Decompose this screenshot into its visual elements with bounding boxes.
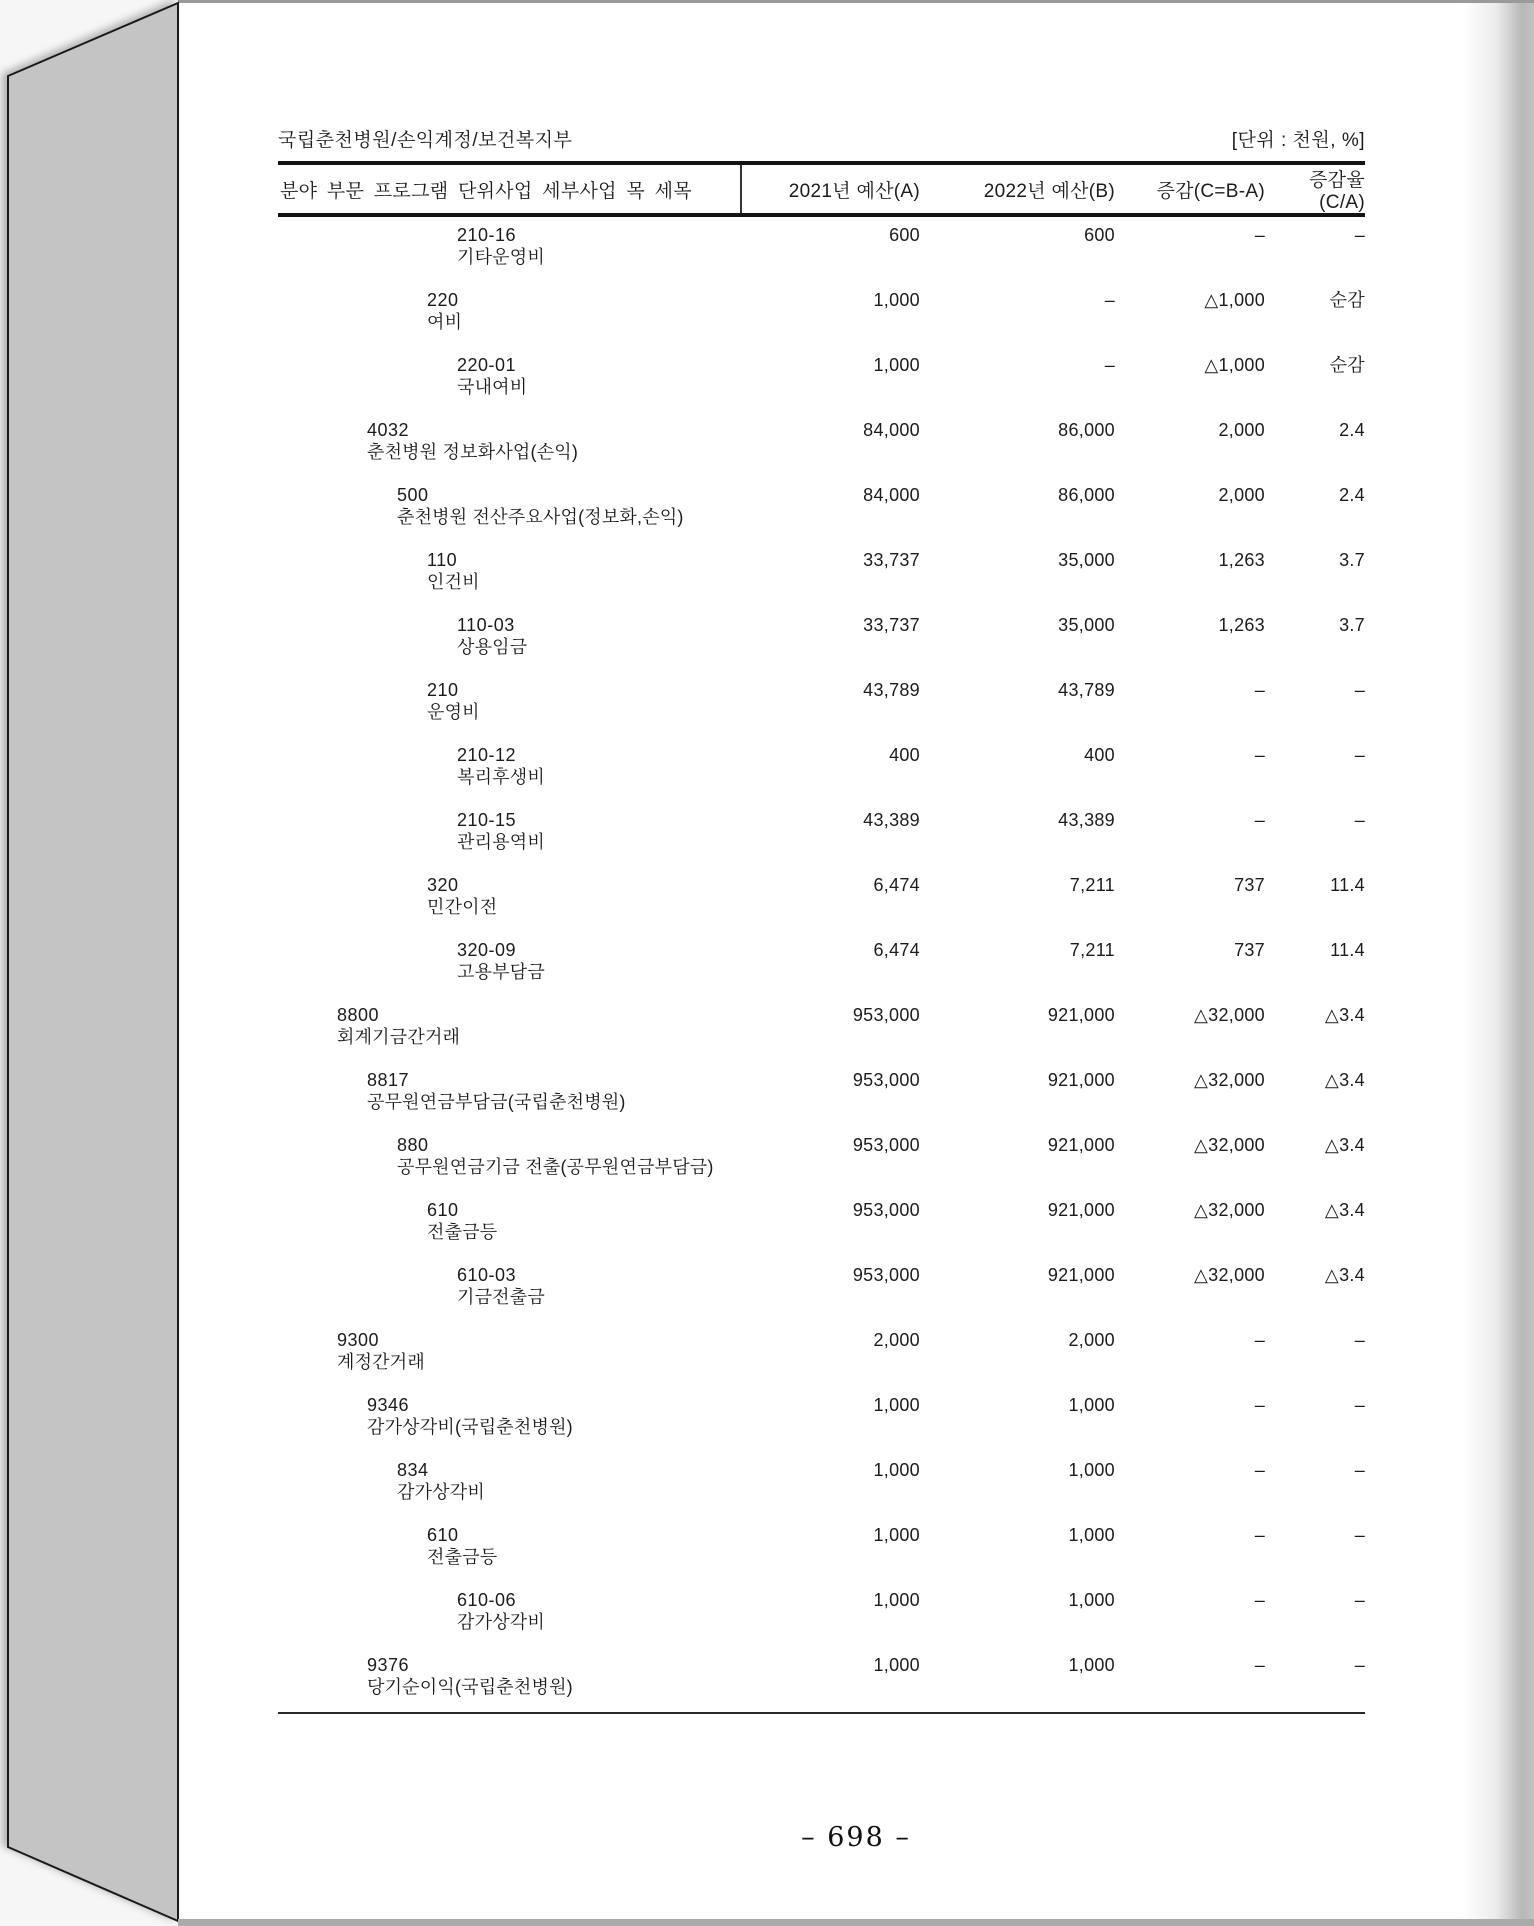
column-header-budget-2021: 2021년 예산(A): [788, 181, 920, 202]
item-name: 감가상각비: [457, 1612, 545, 1632]
change-rate-value: △3.4: [1324, 1200, 1365, 1220]
item-cell: [278, 939, 740, 1004]
table-row: [278, 484, 1365, 549]
item-code: 610-06: [457, 1590, 517, 1610]
item-code: 9300: [337, 1330, 380, 1350]
budget-2022-value: 35,000: [1058, 550, 1115, 570]
budget-2021-value: 2,000: [873, 1330, 920, 1350]
column-header-change-rate: 증감율(C/A): [1309, 170, 1365, 213]
budget-2022-value: 600: [1084, 225, 1115, 245]
item-cell: [278, 1264, 740, 1329]
table-row: [278, 224, 1365, 289]
table-row: [278, 1329, 1365, 1394]
item-name: 기타운영비: [457, 247, 545, 267]
change-rate-value: 2.4: [1339, 420, 1365, 440]
budget-2021-value: 1,000: [873, 355, 920, 375]
change-rate-value: –: [1354, 745, 1365, 765]
item-name: 전출금등: [427, 1547, 498, 1567]
item-name: 고용부담금: [457, 962, 545, 982]
table-row: [278, 1589, 1365, 1654]
change-value: –: [1254, 225, 1265, 245]
table-row: [278, 1069, 1365, 1134]
budget-2021-value: 1,000: [873, 290, 920, 310]
change-value: –: [1254, 1525, 1265, 1545]
item-cell: [278, 744, 740, 809]
budget-2021-value: 953,000: [852, 1005, 920, 1025]
item-name: 감가상각비(국립춘천병원): [367, 1417, 573, 1437]
item-cell: [278, 1589, 740, 1654]
change-rate-value: –: [1354, 1655, 1365, 1675]
item-cell: [278, 549, 740, 614]
budget-2022-value: 86,000: [1058, 420, 1115, 440]
table-caption-row: [278, 128, 1365, 154]
table-bottom-rule: [278, 1712, 1365, 1714]
item-cell: [278, 1134, 740, 1199]
budget-2021-value: 1,000: [873, 1460, 920, 1480]
budget-2021-value: 1,000: [873, 1590, 920, 1610]
table-row: [278, 1459, 1365, 1524]
change-rate-value: –: [1354, 680, 1365, 700]
change-value: △32,000: [1194, 1265, 1265, 1285]
budget-2022-value: 86,000: [1058, 485, 1115, 505]
change-value: △32,000: [1194, 1070, 1265, 1090]
budget-2021-value: 953,000: [852, 1265, 920, 1285]
item-code: 210-12: [457, 745, 517, 765]
item-name: 기금전출금: [457, 1287, 545, 1307]
change-rate-value: 11.4: [1330, 875, 1365, 895]
item-code: 834: [397, 1460, 429, 1480]
budget-2021-value: 84,000: [863, 485, 920, 505]
budget-2021-value: 6,474: [873, 875, 920, 895]
item-cell: [278, 1329, 740, 1394]
change-rate-value: –: [1354, 1395, 1365, 1415]
table-row: [278, 809, 1365, 874]
item-code: 220: [427, 290, 459, 310]
change-rate-value: –: [1354, 1590, 1365, 1610]
item-code: 220-01: [457, 355, 517, 375]
column-header-change: 증감(C=B-A): [1156, 181, 1265, 202]
item-name: 관리용역비: [457, 832, 545, 852]
change-rate-value: 3.7: [1339, 550, 1365, 570]
item-name: 감가상각비: [397, 1482, 485, 1502]
table-row: [278, 1134, 1365, 1199]
item-name: 운영비: [427, 702, 480, 722]
item-code: 8817: [367, 1070, 410, 1090]
change-value: 2,000: [1218, 420, 1265, 440]
change-value: –: [1254, 1655, 1265, 1675]
change-rate-value: △3.4: [1324, 1265, 1365, 1285]
item-code: 880: [397, 1135, 429, 1155]
change-rate-value: 2.4: [1339, 485, 1365, 505]
item-cell: [278, 354, 740, 419]
budget-2022-value: 35,000: [1058, 615, 1115, 635]
change-rate-value: 3.7: [1339, 615, 1365, 635]
budget-2022-value: 921,000: [1047, 1070, 1115, 1090]
item-cell: [278, 1524, 740, 1589]
budget-2021-value: 600: [889, 225, 920, 245]
change-rate-value: –: [1354, 225, 1365, 245]
table-row: [278, 1654, 1365, 1719]
table-row: [278, 549, 1365, 614]
budget-2022-value: 7,211: [1069, 875, 1115, 895]
item-code: 210-15: [457, 810, 517, 830]
item-cell: [278, 1004, 740, 1069]
change-value: –: [1254, 1395, 1265, 1415]
header-column-divider: [740, 165, 742, 213]
change-value: –: [1254, 810, 1265, 830]
item-code: 500: [397, 485, 429, 505]
item-cell: [278, 1459, 740, 1524]
item-cell: [278, 614, 740, 679]
item-code: 610-03: [457, 1265, 517, 1285]
change-value: –: [1254, 1460, 1265, 1480]
budget-2021-value: 953,000: [852, 1135, 920, 1155]
budget-2022-value: 1,000: [1068, 1460, 1115, 1480]
item-cell: [278, 1394, 740, 1459]
table-header-bottom-rule: [278, 213, 1365, 217]
budget-2022-value: 921,000: [1047, 1005, 1115, 1025]
item-name: 회계기금간거래: [337, 1027, 461, 1047]
budget-2021-value: 33,737: [863, 615, 920, 635]
item-cell: [278, 1654, 740, 1719]
change-value: –: [1254, 1590, 1265, 1610]
item-cell: [278, 809, 740, 874]
budget-2021-value: 43,389: [863, 810, 920, 830]
item-code: 210: [427, 680, 459, 700]
item-name: 계정간거래: [337, 1352, 425, 1372]
budget-2021-value: 33,737: [863, 550, 920, 570]
budget-2021-value: 43,789: [863, 680, 920, 700]
item-code: 320-09: [457, 940, 517, 960]
change-value: △32,000: [1194, 1200, 1265, 1220]
budget-2022-value: 1,000: [1068, 1525, 1115, 1545]
table-row: [278, 874, 1365, 939]
change-rate-value: 순감: [1329, 355, 1365, 375]
change-value: –: [1254, 1330, 1265, 1350]
change-value: 737: [1234, 940, 1265, 960]
change-rate-value: –: [1354, 810, 1365, 830]
item-code: 9376: [367, 1655, 410, 1675]
item-code: 8800: [337, 1005, 380, 1025]
budget-2021-value: 84,000: [863, 420, 920, 440]
item-cell: [278, 289, 740, 354]
change-value: –: [1254, 745, 1265, 765]
budget-2021-value: 953,000: [852, 1070, 920, 1090]
table-row: [278, 289, 1365, 354]
change-value: 737: [1234, 875, 1265, 895]
table-row: [278, 939, 1365, 1004]
scan-bottom-edge: [178, 1919, 1534, 1926]
budget-2022-value: 43,789: [1058, 680, 1115, 700]
item-name: 춘천병원 정보화사업(손익): [367, 442, 579, 462]
budget-2022-value: 921,000: [1047, 1135, 1115, 1155]
table-row: [278, 354, 1365, 419]
budget-2021-value: 1,000: [873, 1525, 920, 1545]
item-code: 4032: [367, 420, 410, 440]
item-name: 인건비: [427, 572, 480, 592]
budget-2021-value: 6,474: [873, 940, 920, 960]
spine-polygon: [8, 3, 178, 1921]
change-rate-value: △3.4: [1324, 1005, 1365, 1025]
item-name: 복리후생비: [457, 767, 545, 787]
budget-2022-value: 921,000: [1047, 1265, 1115, 1285]
budget-2022-value: 1,000: [1068, 1395, 1115, 1415]
column-header-item: 분야 부문 프로그램 단위사업 세부사업 목 세목: [280, 181, 692, 202]
item-name: 춘천병원 전산주요사업(정보화,손익): [397, 507, 684, 527]
item-cell: [278, 1069, 740, 1134]
table-row: [278, 679, 1365, 744]
page-number: – 698 –: [801, 1822, 911, 1853]
item-name: 국내여비: [457, 377, 528, 397]
item-cell: [278, 1199, 740, 1264]
budget-2022-value: 1,000: [1068, 1655, 1115, 1675]
item-name: 공무원연금기금 전출(공무원연금부담금): [397, 1157, 714, 1177]
item-name: 민간이전: [427, 897, 498, 917]
item-name: 전출금등: [427, 1222, 498, 1242]
budget-2021-value: 1,000: [873, 1395, 920, 1415]
table-row: [278, 1264, 1365, 1329]
change-rate-value: –: [1354, 1460, 1365, 1480]
budget-table: [278, 0, 1365, 1919]
budget-2022-value: 400: [1084, 745, 1115, 765]
item-code: 320: [427, 875, 459, 895]
budget-2021-value: 400: [889, 745, 920, 765]
change-rate-value: –: [1354, 1525, 1365, 1545]
item-code: 110: [427, 550, 458, 570]
column-header-budget-2022: 2022년 예산(B): [983, 181, 1115, 202]
change-value: 1,263: [1218, 615, 1265, 635]
item-code: 9346: [367, 1395, 410, 1415]
budget-2022-value: 921,000: [1047, 1200, 1115, 1220]
budget-2022-value: 1,000: [1068, 1590, 1115, 1610]
change-value: 1,263: [1218, 550, 1265, 570]
change-value: △32,000: [1194, 1135, 1265, 1155]
table-header-row: [278, 165, 1365, 213]
change-value: △1,000: [1204, 290, 1265, 310]
page-content-layer: [178, 0, 1534, 1919]
change-rate-value: △3.4: [1324, 1070, 1365, 1090]
budget-2022-value: 7,211: [1069, 940, 1115, 960]
item-code: 210-16: [457, 225, 517, 245]
item-name: 여비: [427, 312, 463, 332]
budget-2022-value: –: [1104, 290, 1115, 310]
table-row: [278, 1004, 1365, 1069]
item-cell: [278, 419, 740, 484]
change-value: –: [1254, 680, 1265, 700]
document-title: 국립춘천병원/손익계정/보건복지부: [278, 130, 573, 151]
item-cell: [278, 224, 740, 289]
change-value: △32,000: [1194, 1005, 1265, 1025]
table-row: [278, 1394, 1365, 1459]
budget-2022-value: 2,000: [1068, 1330, 1115, 1350]
unit-label: [단위 : 천원, %]: [1231, 130, 1365, 151]
change-value: 2,000: [1218, 485, 1265, 505]
change-value: △1,000: [1204, 355, 1265, 375]
table-row: [278, 1199, 1365, 1264]
change-rate-value: 11.4: [1330, 940, 1365, 960]
table-row: [278, 419, 1365, 484]
item-name: 공무원연금부담금(국립춘천병원): [367, 1092, 626, 1112]
item-cell: [278, 679, 740, 744]
item-name: 당기순이익(국립춘천병원): [367, 1677, 573, 1697]
item-cell: [278, 874, 740, 939]
budget-2021-value: 953,000: [852, 1200, 920, 1220]
change-rate-value: –: [1354, 1330, 1365, 1350]
table-row: [278, 744, 1365, 809]
table-row: [278, 1524, 1365, 1589]
budget-2021-value: 1,000: [873, 1655, 920, 1675]
item-name: 상용임금: [457, 637, 528, 657]
change-rate-value: 순감: [1329, 290, 1365, 310]
item-code: 110-03: [457, 615, 515, 635]
item-cell: [278, 484, 740, 549]
budget-2022-value: 43,389: [1058, 810, 1115, 830]
budget-2022-value: –: [1104, 355, 1115, 375]
change-rate-value: △3.4: [1324, 1135, 1365, 1155]
item-code: 610: [427, 1525, 459, 1545]
item-code: 610: [427, 1200, 459, 1220]
table-row: [278, 614, 1365, 679]
table-rows: [278, 224, 1365, 1719]
